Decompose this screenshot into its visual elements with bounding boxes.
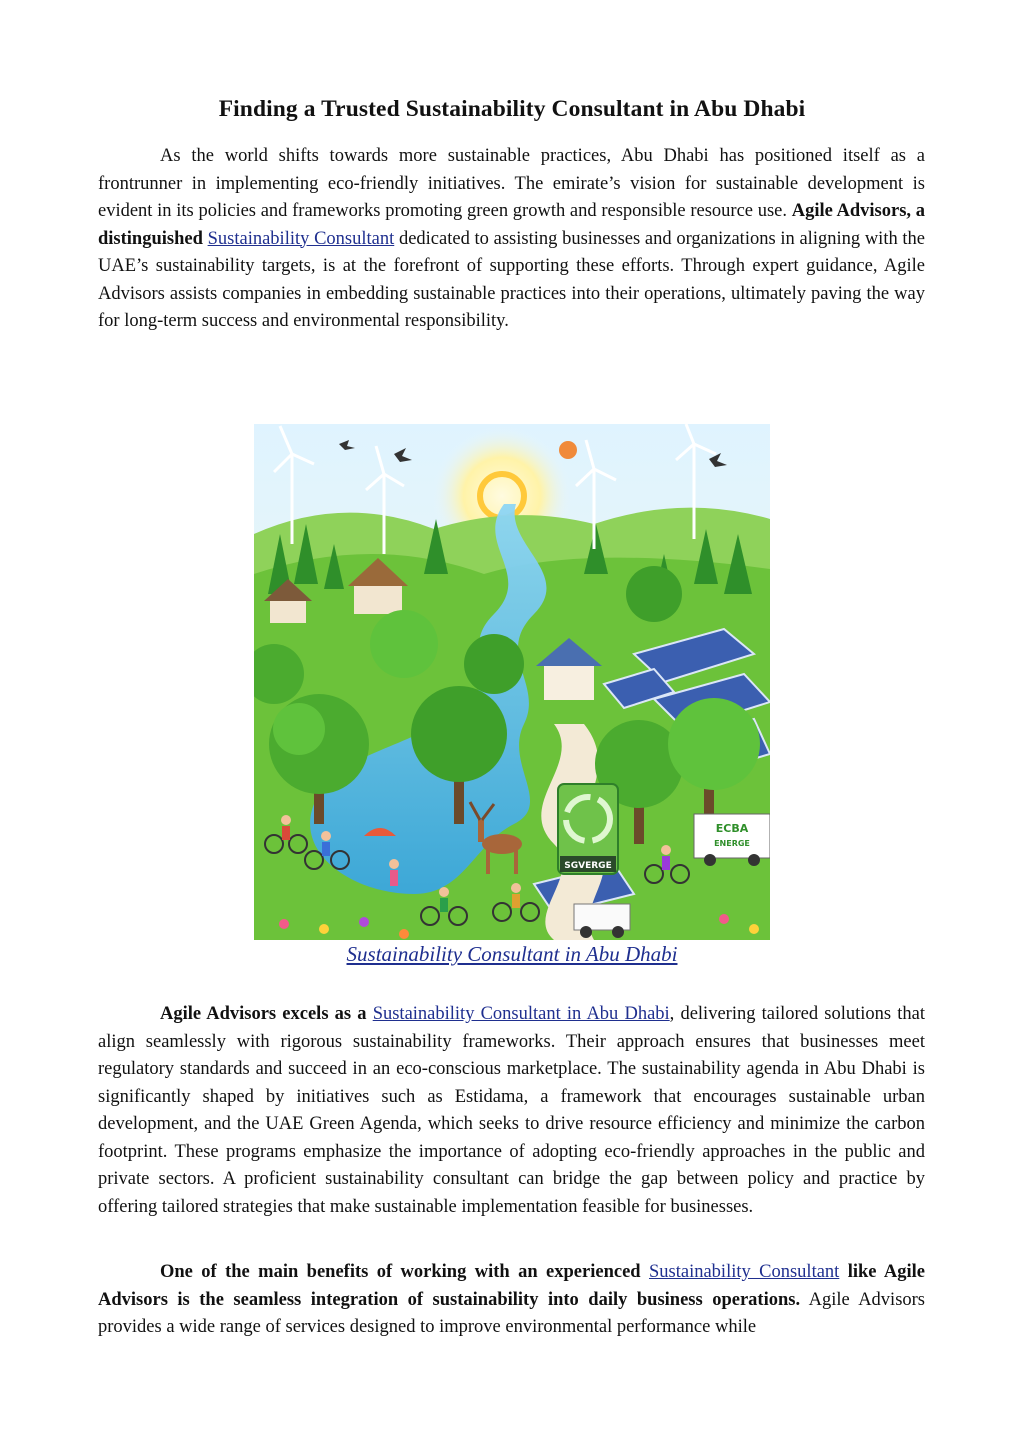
caption-link[interactable]: Sustainability Consultant in Abu Dhabi	[346, 942, 678, 966]
sustainability-consultant-link[interactable]: Sustainability Consultant	[207, 228, 395, 249]
page-title: Finding a Trusted Sustainability Consultant in Abu Dhabi	[218, 96, 806, 122]
image-caption	[0, 940, 1024, 968]
second-paragraph	[98, 1001, 925, 1221]
truck-text-2: ENERGE	[714, 839, 750, 848]
third-bold-text-continued: like Agile Advisors is the seamless integration of sustainability into daily business operations.	[98, 1262, 925, 1310]
second-text: , delivering tailored solutions that align seamlessly with rigorous sustainability frameworks. Their approach ensures that businesses meet regulatory standards and succeed in an eco-conscious marketplace. The sustainability agenda in Abu Dhabi is significantly shaped by initiatives such as Estidama, a framework that encourages sustainable urban development, and the UAE Green Agenda, which seeks to drive resource efficiency and minimize the carbon footprint. These programs emphasize the importance of adopting eco-friendly approaches in the public and private sectors. A proficient sustainability consultant can bridge the gap between policy and practice by offering tailored strategies that make sustainable implementation feasible for businesses.	[98, 1004, 925, 1217]
third-bold-text: One of the main benefits of working with an experienced	[160, 1262, 649, 1282]
intro-bold-text: Agile Advisors, a distinguished	[98, 201, 926, 249]
recycle-sign-text: SGVERGE	[564, 861, 612, 871]
sustainable-landscape-image	[254, 424, 770, 940]
sustainability-consultant-abu-dhabi-link[interactable]: Sustainability Consultant in Abu Dhabi	[372, 1004, 670, 1024]
intro-text: As the world shifts towards more sustainable practices, Abu Dhabi has positioned itself as a frontrunner in implementing eco-friendly initiatives. The emirate’s vision for sustainable development is evident in its policies and frameworks promoting green growth and responsible resource use.	[98, 146, 925, 221]
third-paragraph	[98, 1259, 925, 1342]
intro-text-continued: dedicated to assisting businesses and organizations in aligning with the UAE’s sustainability targets, is at the forefront of supporting these efforts. Through expert guidance, Agile Advisors assists companies in embedding sustainable practices into their operations, ultimately paving the way for long-term success and environmental responsibility.	[98, 228, 926, 331]
second-bold-text: Agile Advisors excels as a	[160, 1004, 373, 1024]
truck-text-1: ECBA	[715, 822, 749, 835]
third-text: Agile Advisors provides a wide range of services designed to improve environmental performance while	[98, 1289, 926, 1337]
third-consultant-link[interactable]: Sustainability Consultant	[648, 1262, 840, 1282]
intro-paragraph	[98, 143, 925, 336]
